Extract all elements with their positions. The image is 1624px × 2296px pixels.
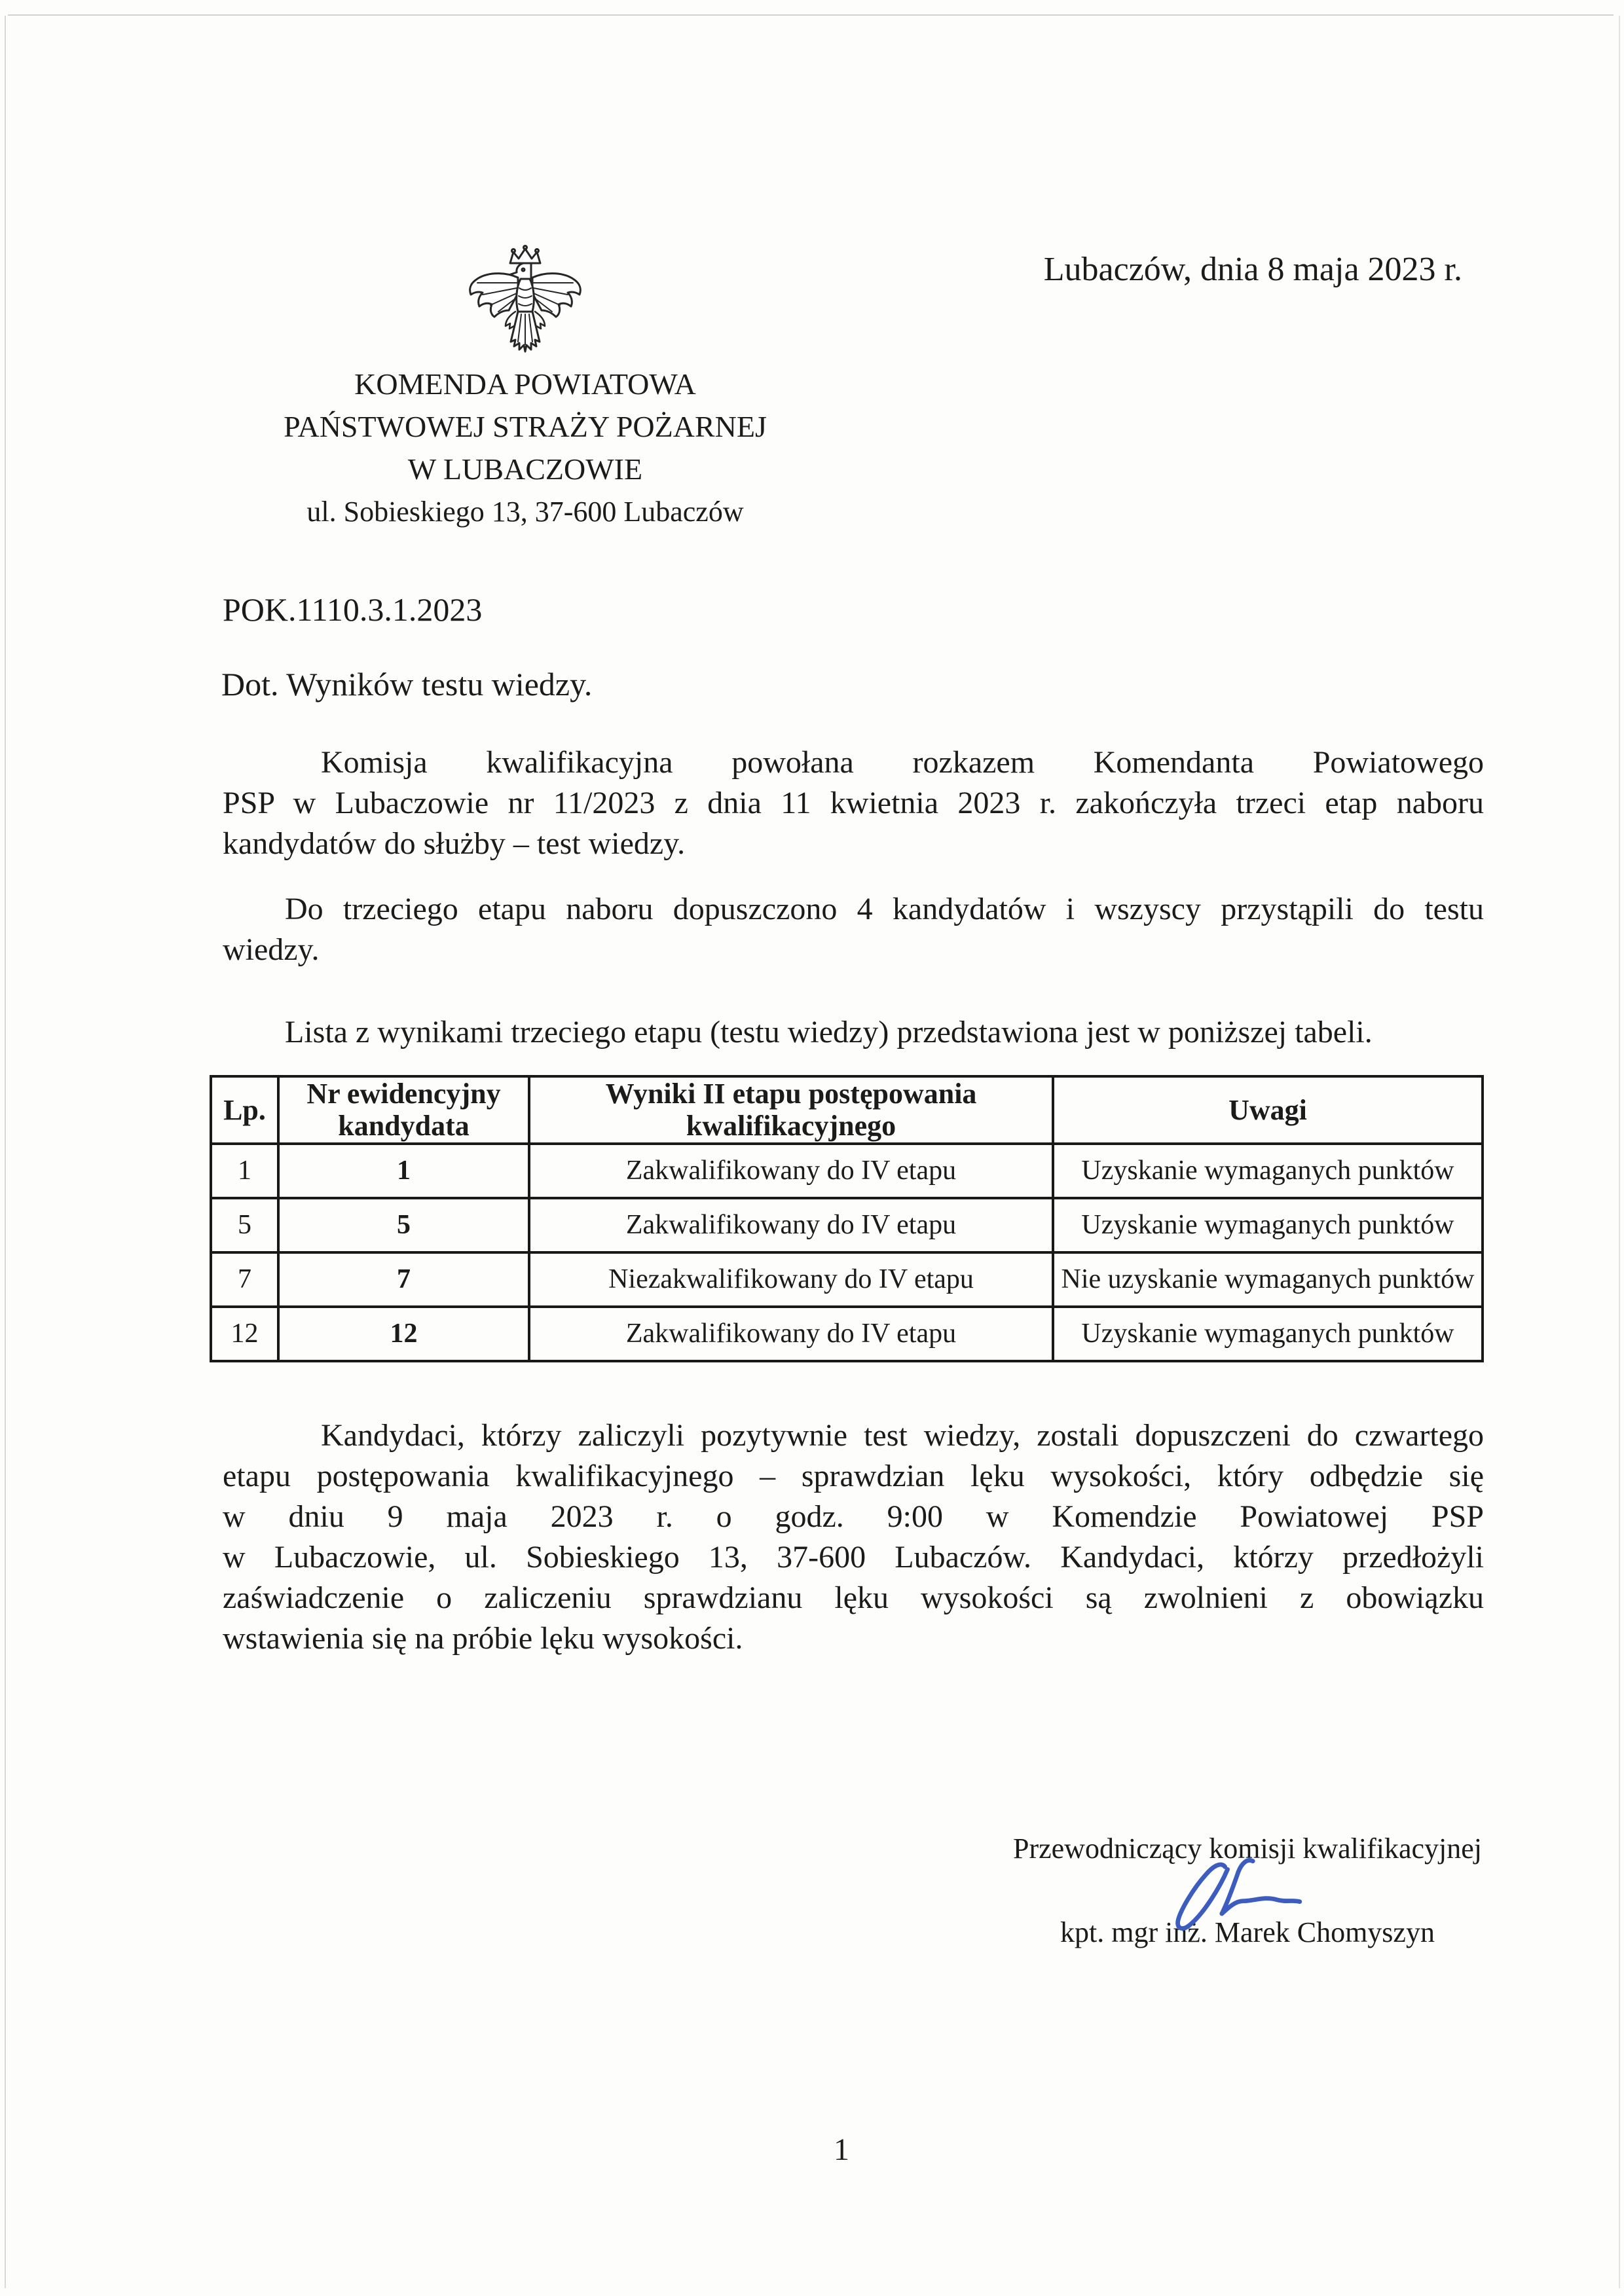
org-name-line: KOMENDA POWIATOWA [354,367,696,401]
text-line: Komisja kwalifikacyjna powołana rozkazem Komendanta Powiatowego [321,745,1484,780]
table-row [211,1307,1483,1361]
scan-edge-line [5,16,6,2288]
text-line: kandydatów do służby – test wiedzy. [223,826,686,861]
table-row [211,1198,1483,1252]
cell-uwagi: Uzyskanie wymaganych punktów [1053,1144,1483,1198]
col-header-wyniki: Wyniki II etapu postępowania kwalifikacyjnego [529,1076,1053,1144]
results-table [210,1075,1484,1362]
col-header-uwagi: Uwagi [1053,1076,1483,1144]
col-header-nr: Nr ewidencyjny kandydata [278,1076,529,1144]
text-line: PSP w Lubaczowie nr 11/2023 z dnia 11 kwietnia 2023 r. zakończyła trzeci etap naboru [223,786,1484,820]
org-address-line: ul. Sobieskiego 13, 37-600 Lubaczów [306,496,744,528]
subject-line: Dot. Wyników testu wiedzy. [221,666,593,702]
cell-lp: 12 [211,1307,278,1361]
date-line: Lubaczów, dnia 8 maja 2023 r. [1043,251,1462,288]
page-number: 1 [834,2132,849,2167]
paragraph-next-stage [223,1415,1484,1659]
cell-wynik: Zakwalifikowany do IV etapu [529,1144,1053,1198]
cell-wynik: Niezakwalifikowany do IV etapu [529,1252,1053,1307]
text-line: Kandydaci, którzy zaliczyli pozytywnie test wiedzy, zostali dopuszczeni do czwartego [321,1418,1484,1453]
scan-edge-line [8,14,1614,16]
reference-number: POK.1110.3.1.2023 [223,591,483,628]
paragraph-commission [223,742,1484,864]
col-header-lp: Lp. [211,1076,278,1144]
handwritten-signature [1158,1857,1318,1933]
signature-name: kpt. mgr inż. Marek Chomyszyn [1060,1916,1435,1948]
text-line: Do trzeciego etapu naboru dopuszczono 4 kandydatów i wszyscy przystąpili do testu [285,892,1484,926]
cell-uwagi: Nie uzyskanie wymaganych punktów [1053,1252,1483,1307]
cell-wynik: Zakwalifikowany do IV etapu [529,1307,1053,1361]
table-header-row [211,1076,1483,1144]
cell-nr: 5 [278,1198,529,1252]
cell-nr: 7 [278,1252,529,1307]
text-line: wstawienia się na próbie lęku wysokości. [223,1621,743,1656]
letterhead [263,245,787,533]
cell-nr: 12 [278,1307,529,1361]
cell-nr: 1 [278,1144,529,1198]
table-intro-line: Lista z wynikami trzeciego etapu (testu wiedzy) przedstawiona jest w poniższej tabeli. [285,1015,1373,1049]
scan-edge-line [1619,16,1620,2288]
cell-uwagi: Uzyskanie wymaganych punktów [1053,1198,1483,1252]
cell-uwagi: Uzyskanie wymaganych punktów [1053,1307,1483,1361]
cell-lp: 5 [211,1198,278,1252]
table-row [211,1252,1483,1307]
org-name-line: W LUBACZOWIE [407,452,643,486]
paragraph-candidates-admitted [223,889,1484,970]
table-row [211,1144,1483,1198]
text-line: zaświadczenie o zaliczeniu sprawdzianu lęku wysokości są zwolnieni z obowiązku [223,1580,1484,1615]
cell-lp: 7 [211,1252,278,1307]
text-line: etapu postępowania kwalifikacyjnego – sprawdzian lęku wysokości, który odbędzie się [223,1459,1484,1493]
text-line: wiedzy. [223,932,320,967]
cell-lp: 1 [211,1144,278,1198]
text-line: w Lubaczowie, ul. Sobieskiego 13, 37-600 Lubaczów. Kandydaci, którzy przedłożyli [223,1540,1484,1575]
text-line: w dniu 9 maja 2023 r. o godz. 9:00 w Komendzie Powiatowej PSP [223,1499,1484,1534]
signature-title: Przewodniczący komisji kwalifikacyjnej [1013,1832,1482,1865]
org-name-line: PAŃSTWOWEJ STRAŻY POŻARNEJ [284,410,767,443]
cell-wynik: Zakwalifikowany do IV etapu [529,1198,1053,1252]
signature-block [1008,1832,1486,1950]
polish-eagle-emblem [468,245,582,359]
